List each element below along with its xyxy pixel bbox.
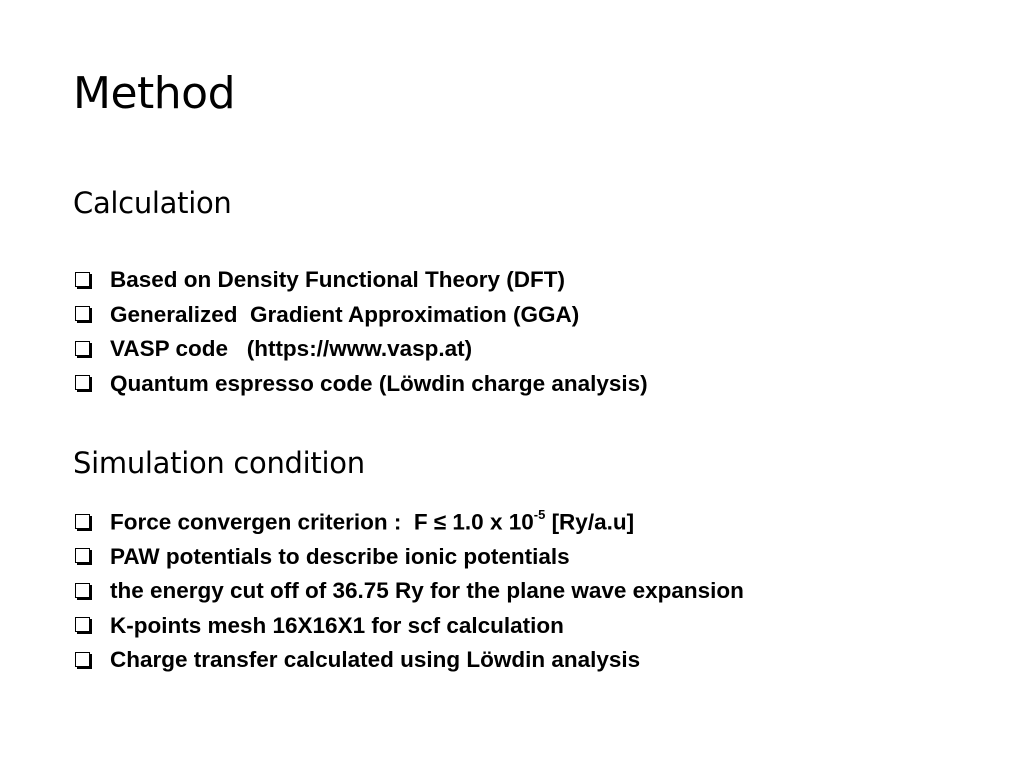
- list-item-text: K-points mesh 16X16X1 for scf calculation: [110, 612, 564, 638]
- checkbox-square-icon: [75, 617, 90, 632]
- list-item-text: Generalized Gradient Approximation (GGA): [110, 301, 580, 327]
- list-item: [74, 643, 744, 678]
- list-item-text: [110, 509, 634, 536]
- force-criterion-prefix: Force convergen criterion : F ≤ 1.0 x 10: [110, 509, 534, 535]
- list-item-text: Charge transfer calculated using Löwdin analysis: [110, 647, 641, 673]
- list-item: [74, 367, 648, 402]
- checkbox-square-icon: [75, 583, 90, 598]
- list-item: [74, 574, 744, 609]
- list-item-text: VASP code (https://www.vasp.at): [110, 336, 473, 362]
- calculation-list: [74, 263, 648, 401]
- checkbox-square-icon: [75, 306, 90, 321]
- checkbox-square-icon: [75, 272, 90, 287]
- checkbox-square-icon: [75, 514, 90, 529]
- list-item-text: the energy cut off of 36.75 Ry for the plane wave expansion: [110, 578, 744, 604]
- checkbox-square-icon: [75, 341, 90, 356]
- checkbox-square-icon: [75, 652, 90, 667]
- section-heading-calculation: Calculation: [73, 186, 232, 220]
- simulation-condition-list: [74, 505, 744, 678]
- list-item-text: PAW potentials to describe ionic potentials: [110, 543, 570, 569]
- list-item-text: Quantum espresso code (Löwdin charge analysis): [110, 370, 648, 396]
- list-item: [74, 263, 648, 298]
- list-item: [74, 540, 744, 575]
- section-heading-simulation-condition: Simulation condition: [73, 446, 365, 480]
- force-criterion-exponent: -5: [533, 507, 546, 522]
- slide-title: Method: [73, 68, 236, 119]
- list-item: [74, 298, 648, 333]
- force-criterion-suffix: [Ry/a.u]: [545, 509, 635, 535]
- checkbox-square-icon: [75, 548, 90, 563]
- list-item: [74, 332, 648, 367]
- list-item-text: Based on Density Functional Theory (DFT): [110, 267, 566, 293]
- checkbox-square-icon: [75, 375, 90, 390]
- list-item: [74, 609, 744, 644]
- list-item-force-criterion: [74, 505, 744, 540]
